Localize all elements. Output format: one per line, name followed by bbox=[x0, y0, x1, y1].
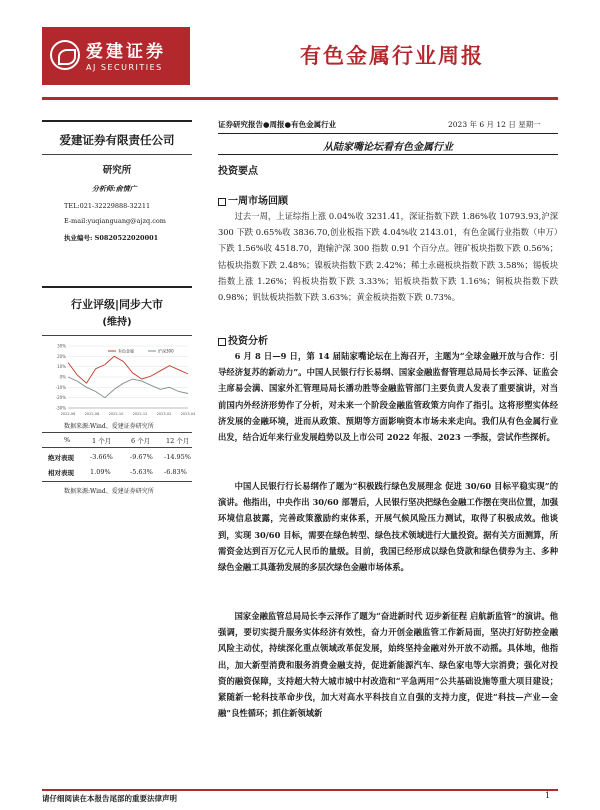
section-heading-investment-analysis: 投资分析 bbox=[218, 332, 268, 347]
chart-y-tick-label: 20% bbox=[57, 353, 66, 359]
chart-y-tick-label: -30% bbox=[55, 405, 66, 411]
chart-y-tick-label: -10% bbox=[55, 384, 66, 390]
perf-table-header-6m: 6 个月 bbox=[131, 437, 151, 445]
sidebar-divider bbox=[42, 335, 192, 336]
sidebar bbox=[42, 110, 196, 810]
perf-row-value: -5.63% bbox=[130, 468, 153, 476]
table-header-rule bbox=[42, 447, 192, 448]
analysis-paragraph: 6 月 8 日—9 日，第 14 届陆家嘴论坛在上海召开，主题为“全球金融开放与合作：引导经济复苏的新动力”。中国人民银行行长易纲、国家金融监督管理总局局长李云泽、证监会主席易会满、国家外汇管理局局长潘功胜等金融监管部门主要负责人发表了重要演讲，对当前国内外经济形势作了分析，对未来一个阶段金融监管政策方向作了指引。这将形塑实体经济发展的金融环境，进而从政策、预期等方面影响资本市场未来走向。我们从有色金属行业出发，结合近年来行业发展趋势以及上市公司 2022 年报、2023 一季报，尝试作些探析。 bbox=[218, 351, 558, 443]
chart-x-tick-label: 2022-06 bbox=[60, 412, 76, 416]
report-title: 有色金属行业周报 bbox=[300, 44, 484, 68]
industry-rating: 行业评级|同步大市 bbox=[70, 298, 164, 311]
brand-name-en: AJ SECURITIES bbox=[86, 63, 163, 72]
chart-x-tick-label: 2023-02 bbox=[156, 412, 172, 416]
chart-x-tick-label: 2023-04 bbox=[180, 412, 196, 416]
brand-name-cn: 爱建证券 bbox=[86, 42, 166, 62]
perf-table-header-1m: 1 个月 bbox=[92, 437, 112, 445]
company-name: 爱建证券有限责任公司 bbox=[59, 133, 175, 147]
perf-row-value: 1.09% bbox=[90, 468, 111, 476]
analyst-tel: TEL:021-32229888-32211 bbox=[64, 202, 151, 210]
chart-x-tick-label: 2022-12 bbox=[132, 412, 148, 416]
chart-x-tick-label: 2022-10 bbox=[108, 412, 124, 416]
report-date: 2023 年 6 月 12 日 星期一 bbox=[448, 120, 541, 129]
analyst-cert-number: 执业编号: S0820522020001 bbox=[64, 234, 159, 242]
chart-y-tick-label: 10% bbox=[57, 364, 66, 370]
sidebar-divider bbox=[42, 154, 192, 155]
perf-table-header-unit: % bbox=[64, 436, 71, 444]
sidebar-divider bbox=[42, 120, 192, 122]
chart-legend-label: 沪深300 bbox=[158, 348, 174, 354]
perf-row-value: -9.67% bbox=[130, 453, 153, 461]
checkbox-bullet-icon bbox=[218, 198, 226, 206]
performance-chart bbox=[42, 340, 196, 418]
key-points-heading: 投资要点 bbox=[218, 166, 258, 177]
chart-y-tick-label: 0% bbox=[59, 374, 66, 380]
report-type: 证券研究报告●周报●有色金属行业 bbox=[218, 120, 337, 129]
perf-row-label: 绝对表现 bbox=[48, 454, 74, 462]
chart-series-line bbox=[68, 356, 188, 383]
header-divider bbox=[42, 97, 558, 100]
brand-logo-icon bbox=[50, 40, 80, 70]
perf-table-header-12m: 12 个月 bbox=[166, 437, 190, 445]
analysis-paragraph: 中国人民银行行长易纲作了题为“积极践行绿色发展理念 促进 30/60 目标平稳实现”的演讲。他指出，中央作出 30/60 部署后，人民银行坚决把绿色金融工作摆在突出位置，加强环境信息披露，完善政策激励约束体系，开展气候风险压力测试，取得了积极成效。他谈到，实现 30/60 目标，需要在绿色转型、绿色技术领域进行大量投资。据有关方面测算，所需资金达到百万亿元人民币的量级。目前，我国已经形成以绿色贷款和绿色债券为主、多种绿色金融工具蓬勃发展的多层次绿色金融市场体系。 bbox=[218, 481, 558, 573]
perf-row-label: 相对表现 bbox=[48, 469, 74, 477]
chart-x-tick-label: 2022-08 bbox=[84, 412, 100, 416]
chart-source-note: 数据来源:Wind、爱建证券研究所 bbox=[64, 423, 154, 430]
page-number: 1 bbox=[545, 791, 551, 800]
checkbox-bullet-icon bbox=[218, 338, 226, 346]
report-subtitle: 从陆家嘴论坛看有色金属行业 bbox=[323, 142, 453, 153]
subtitle-divider bbox=[218, 154, 558, 155]
table-top-rule bbox=[42, 432, 192, 433]
perf-row-value: -14.95% bbox=[164, 453, 191, 461]
chart-y-tick-label: 30% bbox=[57, 343, 66, 349]
chart-y-tick-label: -20% bbox=[55, 395, 66, 401]
table-source-note: 数据来源:Wind、爱建证券研究所 bbox=[64, 488, 154, 495]
industry-rating-status: (维持) bbox=[102, 317, 132, 328]
table-bottom-rule bbox=[42, 481, 192, 482]
chart-legend-label: 有色金属 bbox=[118, 348, 134, 354]
analyst-name: 分析师:俞情广 bbox=[92, 184, 137, 193]
meta-divider bbox=[218, 133, 558, 134]
perf-row-value: -6.83% bbox=[164, 468, 187, 476]
analysis-paragraph: 国家金融监管总局局长李云泽作了题为“奋进新时代 迈步新征程 启航新监管”的演讲。他强调，要切实提升服务实体经济有效性，奋力开创金融监管工作新局面，坚决打好防控金融风险主动仗，持续深化重点领域改革促发展，始终坚持金融对外开放不动摇。具体地，他指出，加大新型消费和服务消费金融支持，促进新能源汽车、绿色家电等大宗消费；强化对投资的融资保障，支持超大特大城市城中村改造和“平急两用”公共基础设施等重大项目建设；紧随新一轮科技革命步伐，加大对高水平科技自立自强的支持力度，促进“科技—产业—金融”良性循环；抓住新领域新 bbox=[218, 611, 558, 719]
perf-row-value: -3.66% bbox=[90, 453, 113, 461]
legal-disclaimer-link[interactable]: 请仔细阅读在本报告尾部的重要法律声明 bbox=[42, 794, 177, 803]
footer-divider bbox=[42, 789, 558, 791]
market-review-paragraph: 过去一周，上证综指上涨 0.04%收 3231.41，深证指数下跌 1.86%收 10793.93,沪深 300 下跌 0.65%收 3836.70,创业板指下跌 4.04%收 2143.01，有色金属行业指数（申万）下跌 1.56%收 4518.70，跑输沪深 300 指数 0.91 个百分点。锂矿板块指数下跌 0.56%；钴板块指数下跌 2.48%；镍板块指数下跌 2.42%；稀土永磁板块指数下跌 3.58%；锡板块指数上涨 1.26%；钨板块指数下跌 3.33%；铝板块指数下跌 1.16%；铜板块指数下跌 0.98%；钒钛板块指数下跌 3.63%；黄金板块指数下跌 0.73%。 bbox=[218, 211, 558, 303]
department-name: 研究所 bbox=[102, 165, 132, 176]
sidebar-divider bbox=[42, 286, 192, 288]
section-heading-market-review: 一周市场回顾 bbox=[218, 192, 288, 207]
analyst-email: E-mail:yuqianguang@ajzq.com bbox=[64, 217, 166, 225]
brand-logo bbox=[42, 27, 190, 85]
